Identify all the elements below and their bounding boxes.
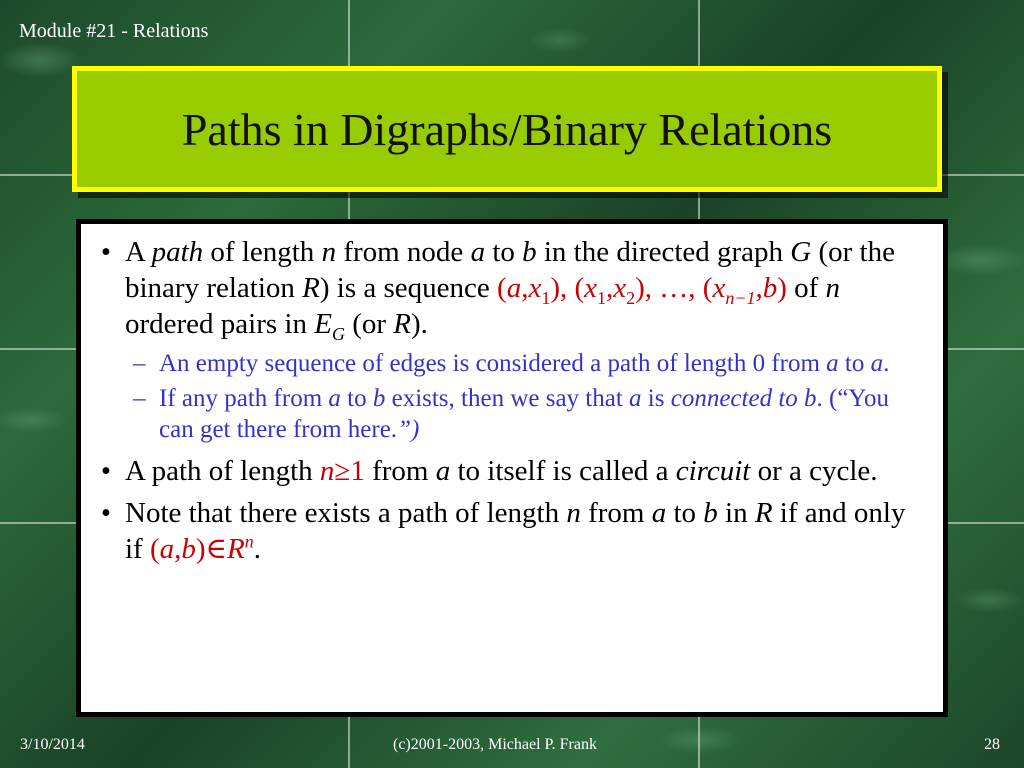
subbullet-text: An empty sequence of edges is considered a path of length 0 from a to a. (159, 350, 890, 377)
slide-number: 28 (984, 736, 1000, 753)
bullet-text: Note that there exists a path of length n from a to b in R if and only if $(a,b)\in R^n$. (125, 497, 906, 565)
slide-title: Paths in Digraphs/Binary Relations (181, 103, 833, 155)
bullet-text: A path of length n from node a to b in the directed graph G (or the binary relation R) is a sequence $(a,x_1)$, $(x_1,x_2)$, …, $(x_{n-1},b)$ of n ordered pairs in $E_G$ (or R). (125, 236, 895, 344)
bullet-circuit (87, 453, 929, 489)
module-header: Module #21 - Relations (19, 20, 209, 42)
subbullet-empty-path (133, 348, 929, 379)
bullet-icon: • (100, 455, 112, 487)
bullet-path-relation-power (87, 495, 929, 567)
footer-date: 3/10/2014 (20, 736, 85, 753)
bullet-text: A path of length n≥1 from a to itself is called a circuit or a cycle. (125, 455, 878, 487)
subbullet-text: If any path from a to b exists, then we say that a is connected to b. (“You can get there from here.”) (159, 385, 889, 443)
dash-icon: – (133, 350, 146, 377)
bullet-icon: • (100, 236, 112, 268)
relation-power-expression: $(a,b)\in R^n$ (149, 531, 254, 565)
subbullet-connected (133, 383, 929, 445)
title-box (72, 66, 942, 192)
edge-sequence: $(a,x_1)$, $(x_1,x_2)$, …, $(x_{n-1},b)$ (497, 272, 787, 308)
bullet-path-definition (87, 234, 929, 342)
content-box (76, 219, 948, 717)
footer-copyright: (c)2001-2003, Michael P. Frank (393, 736, 597, 753)
bullet-icon: • (100, 497, 112, 529)
dash-icon: – (133, 385, 146, 412)
